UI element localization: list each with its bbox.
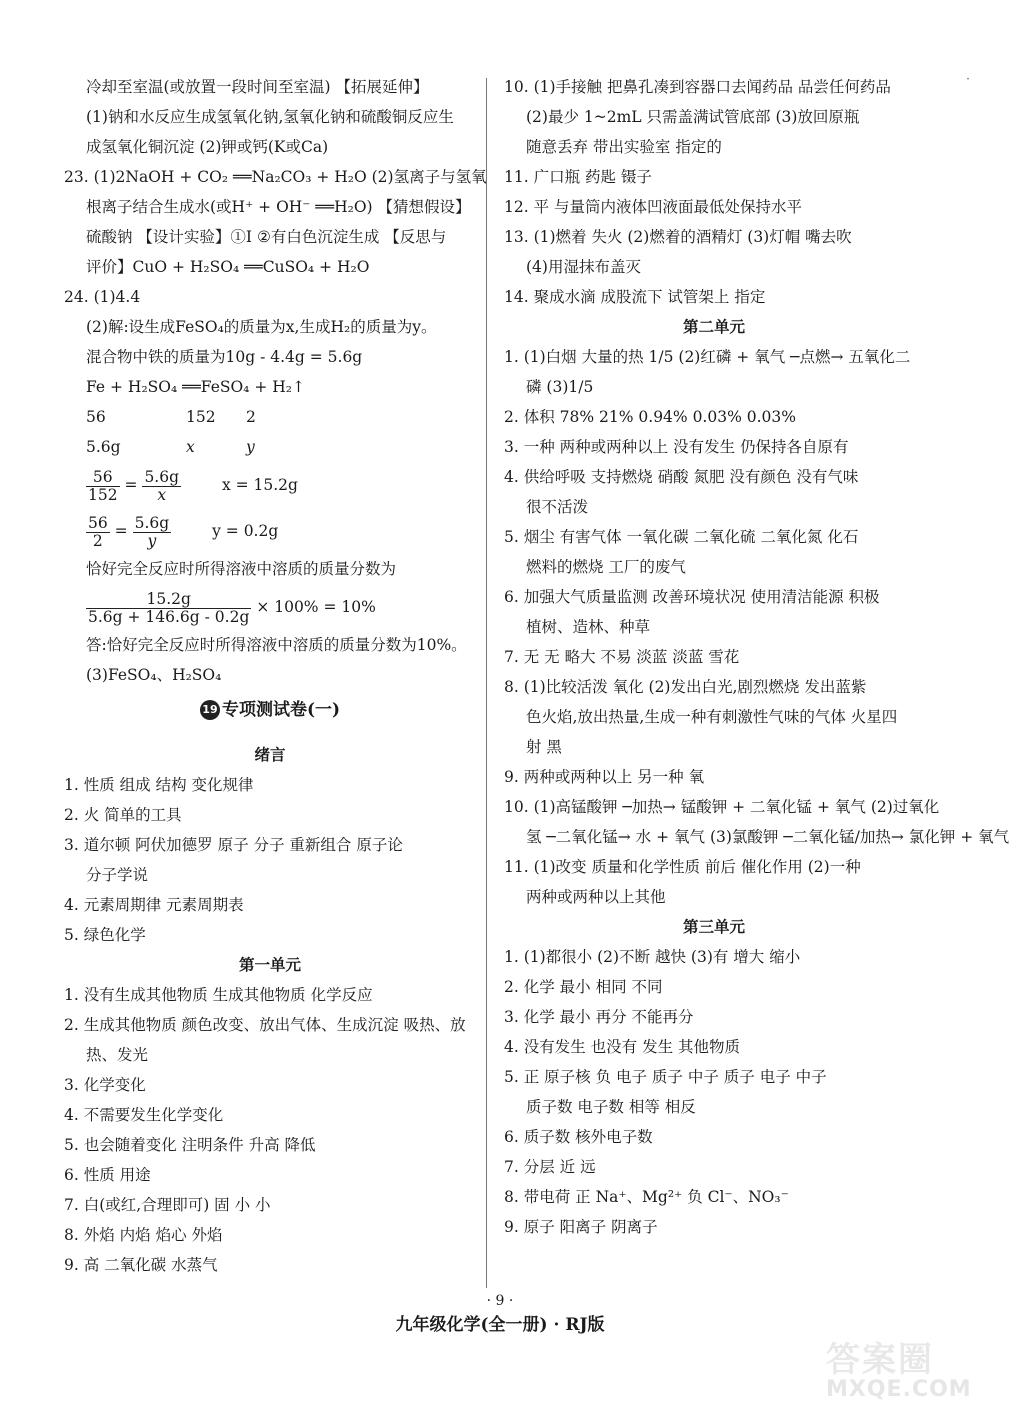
fraction: $\frac{56}{2}$ (88, 513, 108, 550)
proportion-equation-y: $\frac{56}{2}$ = $\frac{5.6g}{y}$ y = 0.2g (88, 513, 279, 550)
answer-line: 1. (1)白烟 大量的热 1/5 (2)红磷 + 氧气 ─点燃→ 五氧化二 (504, 348, 911, 366)
answer-line: 7. 分层 近 远 (504, 1158, 596, 1176)
answer-line: 3. 化学 最小 再分 不能再分 (504, 1008, 694, 1026)
answer-line: 随意丢弃 带出实验室 指定的 (526, 138, 722, 156)
mass-fraction-equation: $\frac{15.2g}{5.6g + 146.6g - 0.2g}$ × 100% = 10% (88, 589, 376, 626)
margin-mark: · (966, 72, 970, 86)
answer-line: 14. 聚成水滴 成股流下 试管架上 指定 (504, 288, 766, 306)
answer-statement: 答:恰好完全反应时所得溶液中溶质的质量分数为10%。 (86, 636, 467, 654)
watermark-logo: 答案圈 MXQE.COM (826, 1340, 972, 1402)
answer-line: 3. 道尔顿 阿伏加德罗 原子 分子 重新组合 原子论 (64, 836, 403, 854)
book-edition: 九年级化学(全一册) · RJ版 (395, 1315, 605, 1335)
answer-line: 4. 元素周期律 元素周期表 (64, 896, 244, 914)
section-heading-intro: 绪言 (254, 745, 286, 764)
answer-line: 7. 白(或红,合理即可) 固 小 小 (64, 1196, 271, 1214)
answer-line: 2. 化学 最小 相同 不同 (504, 978, 663, 996)
unit2-answers (504, 342, 1009, 912)
section-heading-unit3: 第三单元 (682, 917, 745, 936)
answer-line: 植树、造林、种草 (526, 618, 651, 636)
answer-line: 6. 性质 用途 (64, 1166, 151, 1184)
equation-result: y = 0.2g (212, 522, 279, 540)
answer-line: 2. 生成其他物质 颜色改变、放出气体、生成沉淀 吸热、放 (64, 1016, 466, 1034)
mass-cell: 5.6g (86, 438, 121, 456)
answer-line: 6. 质子数 核外电子数 (504, 1128, 653, 1146)
right-column (504, 72, 1009, 1242)
answer-line: 热、发光 (86, 1046, 149, 1064)
answer-line: 5. 烟尘 有害气体 一氧化碳 二氧化硫 二氧化氮 化石 (504, 528, 859, 546)
answer-line: 4. 没有发生 也没有 发生 其他物质 (504, 1038, 740, 1056)
answer-line: 两种或两种以上其他 (526, 888, 666, 906)
answer-line: 10. (1)高锰酸钾 ─加热→ 锰酸钾 + 二氧化锰 + 氧气 (2)过氧化 (504, 798, 940, 816)
answer-line: 混合物中铁的质量为10g - 4.4g = 5.6g (86, 348, 363, 366)
answer-line: 11. (1)改变 质量和化学性质 前后 催化作用 (2)一种 (504, 858, 861, 876)
answer-line: 燃料的燃烧 工厂的废气 (526, 558, 686, 576)
answer-line: (2)解:设生成FeSO₄的质量为x,生成H₂的质量为y。 (86, 318, 437, 336)
mass-cell: x (186, 438, 195, 456)
answer-line: 2. 体积 78% 21% 0.94% 0.03% 0.03% (504, 408, 796, 426)
unit3-answers (504, 942, 924, 1242)
answer-line: 2. 火 简单的工具 (64, 806, 182, 824)
mass-ratio-row (64, 402, 476, 432)
mass-fraction-intro: 恰好完全反应时所得溶液中溶质的质量分数为 (86, 560, 397, 578)
left-column (64, 72, 487, 1280)
answer-line: 3. 一种 两种或两种以上 没有发生 仍保持各自原有 (504, 438, 849, 456)
intro-answers (64, 770, 476, 950)
section-heading-unit2: 第二单元 (682, 317, 745, 336)
answer-line: 13. (1)燃着 失火 (2)燃着的酒精灯 (3)灯帽 嘴去吹 (504, 228, 852, 246)
column-divider (486, 78, 487, 1288)
answer-line: (4)用湿抹布盖灭 (526, 258, 641, 276)
answer-line: 磷 (3)1/5 (526, 378, 594, 396)
answer-line: 评价】CuO + H₂SO₄ ══CuSO₄ + H₂O (86, 258, 370, 276)
answer-line: 1. (1)都很小 (2)不断 越快 (3)有 增大 缩小 (504, 948, 801, 966)
answer-line: 4. 供给呼吸 支持燃烧 硝酸 氮肥 没有颜色 没有气味 (504, 468, 859, 486)
answer-line: 5. 正 原子核 负 电子 质子 中子 质子 电子 中子 (504, 1068, 827, 1086)
fraction: $\frac{5.6g}{x}$ (144, 467, 180, 504)
mass-cell: 152 (186, 408, 216, 426)
mass-cell: 56 (86, 408, 106, 426)
answer-line: 冷却至室温(或放置一段时间至室温) 【拓展延伸】 (86, 78, 429, 96)
answer-line: 分子学说 (86, 866, 149, 884)
answer-line: 很不活泼 (526, 498, 589, 516)
answer-line: 1. 没有生成其他物质 生成其他物质 化学反应 (64, 986, 373, 1004)
mass-cell: 2 (246, 408, 256, 426)
answer-line: 成氢氧化铜沉淀 (2)钾或钙(K或Ca) (86, 138, 329, 156)
answer-line: 射 黑 (526, 738, 562, 756)
left-answers-22-24 (64, 72, 487, 402)
section-heading-unit1: 第一单元 (238, 955, 301, 974)
part-3-answer: (3)FeSO₄、H₂SO₄ (86, 666, 222, 684)
answer-line: 9. 原子 阳离子 阴离子 (504, 1218, 658, 1236)
answer-line: 8. (1)比较活泼 氧化 (2)发出白光,剧烈燃烧 发出蓝紫 (504, 678, 867, 696)
answer-line: Fe + H₂SO₄ ══FeSO₄ + H₂↑ (86, 378, 305, 396)
proportion-equation-x: $\frac{56}{152}$ = $\frac{5.6g}{x}$ x = 15.2g (88, 467, 298, 504)
fraction: $\frac{56}{152}$ (88, 467, 118, 504)
answer-line: 23. (1)2NaOH + CO₂ ══Na₂CO₃ + H₂O (2)氢离子与氢氧 (64, 168, 487, 186)
test-paper-title: 19 专项测试卷(一) (64, 690, 476, 740)
answer-line: 1. 性质 组成 结构 变化规律 (64, 776, 254, 794)
equation-result: x = 15.2g (221, 476, 298, 494)
answer-line: 9. 高 二氧化碳 水蒸气 (64, 1256, 218, 1274)
answer-line: 11. 广口瓶 药匙 镊子 (504, 168, 652, 186)
mass-cell: y (246, 438, 255, 456)
fraction: $\frac{5.6g}{y}$ (134, 513, 170, 550)
answer-line: (1)钠和水反应生成氢氧化钠,氢氧化钠和硫酸铜反应生 (86, 108, 454, 126)
answer-line: 24. (1)4.4 (64, 288, 141, 306)
answer-line: 硫酸钠 【设计实验】①Ⅰ ②有白色沉淀生成 【反思与 (86, 228, 447, 246)
answer-line: 7. 无 无 略大 不易 淡蓝 淡蓝 雪花 (504, 648, 740, 666)
unknown-row (64, 432, 476, 462)
answer-line: 8. 带电荷 正 Na⁺、Mg²⁺ 负 Cl⁻、NO₃⁻ (504, 1188, 789, 1206)
page-number: · 9 · (486, 1293, 514, 1309)
answer-line: 5. 也会随着变化 注明条件 升高 降低 (64, 1136, 316, 1154)
page-footer (0, 1290, 1000, 1338)
answer-line: 根离子结合生成水(或H⁺ + OH⁻ ══H₂O) 【猜想假设】 (86, 198, 471, 216)
answer-line: 3. 化学变化 (64, 1076, 146, 1094)
answer-line: 12. 平 与量筒内液体凹液面最低处保持水平 (504, 198, 803, 216)
answer-line: 4. 不需要发生化学变化 (64, 1106, 224, 1124)
answer-line: 6. 加强大气质量监测 改善环境状况 使用清洁能源 积极 (504, 588, 880, 606)
answer-line: 8. 外焰 内焰 焰心 外焰 (64, 1226, 223, 1244)
answer-line: 5. 绿色化学 (64, 926, 146, 944)
unit1-answers (64, 980, 476, 1280)
test-number-badge: 19 (200, 700, 220, 720)
right-answers-10-14 (504, 72, 924, 312)
answer-line: (2)最少 1~2mL 只需盖满试管底部 (3)放回原瓶 (526, 108, 860, 126)
fraction: $\frac{15.2g}{5.6g + 146.6g - 0.2g}$ (88, 589, 250, 626)
answer-line: 色火焰,放出热量,生成一种有刺激性气味的气体 火星四 (526, 708, 898, 726)
answer-line: 质子数 电子数 相等 相反 (526, 1098, 696, 1116)
answer-line: 9. 两种或两种以上 另一种 氧 (504, 768, 705, 786)
answer-line: 10. (1)手接触 把鼻孔凑到容器口去闻药品 品尝任何药品 (504, 78, 891, 96)
answer-line: 氢 ─二氧化锰→ 水 + 氧气 (3)氯酸钾 ─二氧化锰/加热→ 氯化钾 + 氧气 (526, 828, 1009, 846)
